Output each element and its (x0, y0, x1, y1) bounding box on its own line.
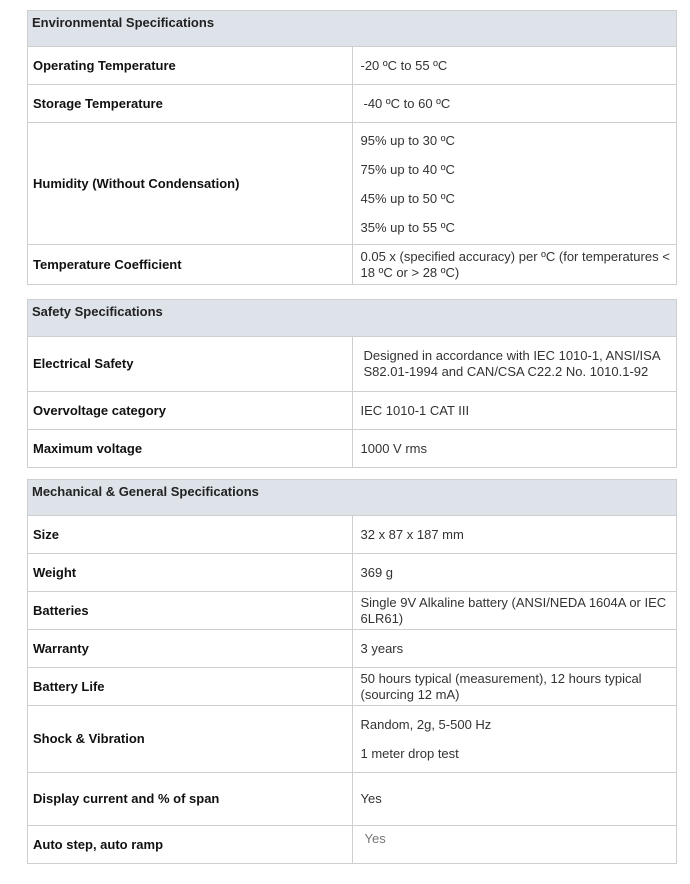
maximum-voltage-label: Maximum voltage (28, 430, 353, 468)
shock-vibration-value-line: 1 meter drop test (360, 746, 459, 761)
table-row (28, 245, 677, 285)
electrical-safety-label: Electrical Safety (28, 337, 353, 392)
temperature-coefficient-label: Temperature Coefficient (28, 245, 353, 285)
humidity-values (352, 123, 677, 245)
humidity-value-line: 45% up to 50 ºC (360, 190, 455, 206)
table-row (28, 392, 677, 430)
storage-temperature-text: -40 ºC to 60 ºC (363, 95, 451, 111)
weight-label: Weight (28, 554, 353, 592)
overvoltage-category-value: IEC 1010-1 CAT III (352, 392, 677, 430)
table-row (28, 47, 677, 85)
storage-temperature-label: Storage Temperature (28, 85, 353, 123)
size-value: 32 x 87 x 187 mm (352, 516, 677, 554)
table-row (28, 668, 677, 706)
operating-temperature-value: -20 ºC to 55 ºC (352, 47, 677, 85)
table-row (28, 85, 677, 123)
environmental-spec-table (27, 10, 677, 285)
humidity-label: Humidity (Without Condensation) (28, 123, 353, 245)
weight-value: 369 g (352, 554, 677, 592)
table-row (28, 592, 677, 630)
shock-vibration-value-line: Random, 2g, 5-500 Hz (360, 717, 492, 732)
shock-vibration-label: Shock & Vibration (28, 706, 353, 773)
table-row (28, 430, 677, 468)
humidity-value-line: 95% up to 30 ºC (360, 132, 455, 148)
table-row (28, 554, 677, 592)
batteries-label: Batteries (28, 592, 353, 630)
size-label: Size (28, 516, 353, 554)
safety-section-title: Safety Specifications (28, 300, 677, 337)
table-row (28, 123, 677, 245)
battery-life-label: Battery Life (28, 668, 353, 706)
electrical-safety-value (352, 337, 677, 392)
auto-step-ramp-text: Yes (364, 831, 386, 846)
table-row (28, 630, 677, 668)
overvoltage-category-label: Overvoltage category (28, 392, 353, 430)
warranty-value: 3 years (352, 630, 677, 668)
electrical-safety-text: Designed in accordance with IEC 1010-1, ANSI/ISA S82.01-1994 and CAN/CSA C22.2 No. 1010.1-92 (363, 348, 660, 379)
table-row (28, 706, 677, 773)
humidity-value-line: 75% up to 40 ºC (360, 161, 455, 177)
auto-step-ramp-value (352, 826, 677, 864)
maximum-voltage-value: 1000 V rms (352, 430, 677, 468)
battery-life-value: 50 hours typical (measurement), 12 hours typical (sourcing 12 mA) (352, 668, 677, 706)
table-row (28, 516, 677, 554)
safety-spec-table (27, 299, 677, 468)
display-current-span-label: Display current and % of span (28, 773, 353, 826)
batteries-value: Single 9V Alkaline battery (ANSI/NEDA 1604A or IEC 6LR61) (352, 592, 677, 630)
table-row (28, 826, 677, 864)
auto-step-ramp-label: Auto step, auto ramp (28, 826, 353, 864)
mechanical-spec-table (27, 479, 677, 864)
display-current-span-value: Yes (352, 773, 677, 826)
environmental-section-title: Environmental Specifications (28, 11, 677, 47)
humidity-value-line: 35% up to 55 ºC (360, 219, 455, 235)
temperature-coefficient-value: 0.05 x (specified accuracy) per ºC (for temperatures < 18 ºC or > 28 ºC) (352, 245, 677, 285)
shock-vibration-values (352, 706, 677, 773)
table-row (28, 337, 677, 392)
warranty-label: Warranty (28, 630, 353, 668)
table-row (28, 773, 677, 826)
storage-temperature-value (352, 85, 677, 123)
mechanical-section-title: Mechanical & General Specifications (28, 480, 677, 516)
operating-temperature-label: Operating Temperature (28, 47, 353, 85)
